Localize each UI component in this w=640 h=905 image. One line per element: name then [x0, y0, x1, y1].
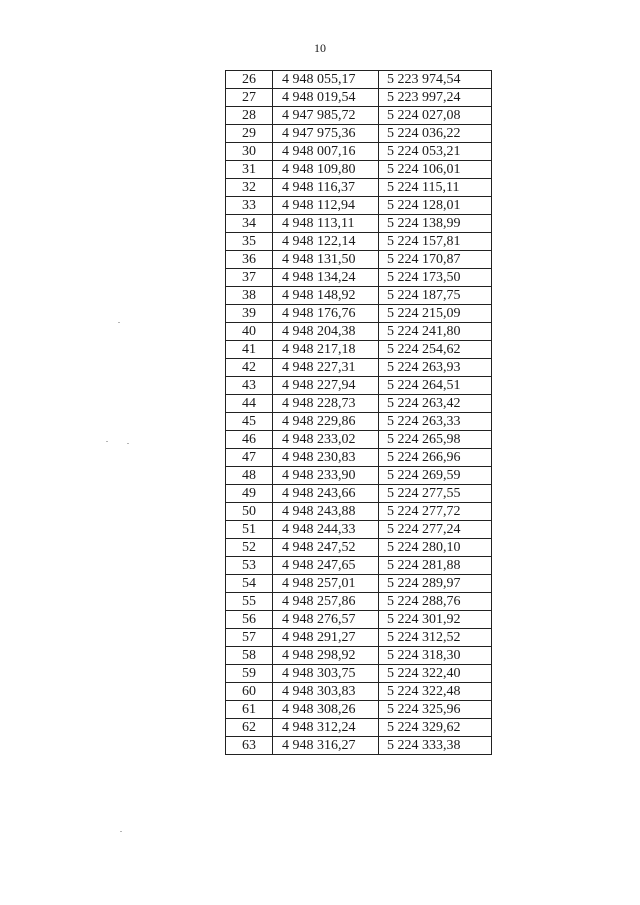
table-row — [226, 503, 492, 521]
table-row — [226, 125, 492, 143]
x-coordinate-cell: 4 948 316,27 — [273, 737, 379, 755]
y-coordinate-cell: 5 224 312,52 — [379, 629, 492, 647]
x-coordinate-cell: 4 948 244,33 — [273, 521, 379, 539]
x-coordinate-cell: 4 948 257,86 — [273, 593, 379, 611]
y-coordinate-cell: 5 224 322,40 — [379, 665, 492, 683]
point-number-cell: 31 — [226, 161, 273, 179]
y-coordinate-cell: 5 224 288,76 — [379, 593, 492, 611]
scan-speck — [127, 443, 129, 444]
point-number-cell: 41 — [226, 341, 273, 359]
point-number-cell: 46 — [226, 431, 273, 449]
y-coordinate-cell: 5 224 277,72 — [379, 503, 492, 521]
y-coordinate-cell: 5 224 241,80 — [379, 323, 492, 341]
point-number-cell: 40 — [226, 323, 273, 341]
table-row — [226, 233, 492, 251]
point-number-cell: 38 — [226, 287, 273, 305]
point-number-cell: 49 — [226, 485, 273, 503]
x-coordinate-cell: 4 948 276,57 — [273, 611, 379, 629]
point-number-cell: 61 — [226, 701, 273, 719]
x-coordinate-cell: 4 948 298,92 — [273, 647, 379, 665]
table-row — [226, 719, 492, 737]
table-row — [226, 305, 492, 323]
table-row — [226, 701, 492, 719]
table-row — [226, 521, 492, 539]
x-coordinate-cell: 4 948 243,88 — [273, 503, 379, 521]
x-coordinate-cell: 4 948 233,90 — [273, 467, 379, 485]
table-row — [226, 593, 492, 611]
point-number-cell: 44 — [226, 395, 273, 413]
x-coordinate-cell: 4 948 019,54 — [273, 89, 379, 107]
x-coordinate-cell: 4 948 217,18 — [273, 341, 379, 359]
table-row — [226, 341, 492, 359]
point-number-cell: 34 — [226, 215, 273, 233]
table-row — [226, 557, 492, 575]
x-coordinate-cell: 4 948 243,66 — [273, 485, 379, 503]
y-coordinate-cell: 5 224 053,21 — [379, 143, 492, 161]
point-number-cell: 63 — [226, 737, 273, 755]
table-row — [226, 251, 492, 269]
point-number-cell: 37 — [226, 269, 273, 287]
table-row — [226, 377, 492, 395]
y-coordinate-cell: 5 224 254,62 — [379, 341, 492, 359]
x-coordinate-cell: 4 948 113,11 — [273, 215, 379, 233]
coordinates-table-body — [226, 71, 492, 755]
y-coordinate-cell: 5 224 277,55 — [379, 485, 492, 503]
y-coordinate-cell: 5 224 128,01 — [379, 197, 492, 215]
point-number-cell: 43 — [226, 377, 273, 395]
point-number-cell: 42 — [226, 359, 273, 377]
point-number-cell: 54 — [226, 575, 273, 593]
x-coordinate-cell: 4 948 257,01 — [273, 575, 379, 593]
scan-speck — [120, 831, 122, 832]
point-number-cell: 29 — [226, 125, 273, 143]
x-coordinate-cell: 4 948 007,16 — [273, 143, 379, 161]
y-coordinate-cell: 5 224 264,51 — [379, 377, 492, 395]
table-row — [226, 611, 492, 629]
y-coordinate-cell: 5 224 333,38 — [379, 737, 492, 755]
point-number-cell: 60 — [226, 683, 273, 701]
table-row — [226, 683, 492, 701]
x-coordinate-cell: 4 948 204,38 — [273, 323, 379, 341]
table-row — [226, 179, 492, 197]
table-row — [226, 287, 492, 305]
x-coordinate-cell: 4 948 312,24 — [273, 719, 379, 737]
table-row — [226, 575, 492, 593]
x-coordinate-cell: 4 948 228,73 — [273, 395, 379, 413]
y-coordinate-cell: 5 224 170,87 — [379, 251, 492, 269]
table-row — [226, 269, 492, 287]
table-row — [226, 395, 492, 413]
x-coordinate-cell: 4 948 122,14 — [273, 233, 379, 251]
table-row — [226, 197, 492, 215]
table-row — [226, 323, 492, 341]
y-coordinate-cell: 5 224 265,98 — [379, 431, 492, 449]
point-number-cell: 51 — [226, 521, 273, 539]
x-coordinate-cell: 4 948 131,50 — [273, 251, 379, 269]
y-coordinate-cell: 5 224 138,99 — [379, 215, 492, 233]
x-coordinate-cell: 4 948 109,80 — [273, 161, 379, 179]
x-coordinate-cell: 4 948 229,86 — [273, 413, 379, 431]
y-coordinate-cell: 5 224 106,01 — [379, 161, 492, 179]
x-coordinate-cell: 4 948 134,24 — [273, 269, 379, 287]
table-row — [226, 467, 492, 485]
x-coordinate-cell: 4 948 303,83 — [273, 683, 379, 701]
table-row — [226, 647, 492, 665]
y-coordinate-cell: 5 224 027,08 — [379, 107, 492, 125]
table-row — [226, 107, 492, 125]
point-number-cell: 58 — [226, 647, 273, 665]
point-number-cell: 52 — [226, 539, 273, 557]
point-number-cell: 57 — [226, 629, 273, 647]
y-coordinate-cell: 5 224 318,30 — [379, 647, 492, 665]
table-row — [226, 215, 492, 233]
point-number-cell: 56 — [226, 611, 273, 629]
table-row — [226, 665, 492, 683]
y-coordinate-cell: 5 224 263,93 — [379, 359, 492, 377]
x-coordinate-cell: 4 948 112,94 — [273, 197, 379, 215]
coordinates-table — [225, 70, 492, 755]
y-coordinate-cell: 5 224 281,88 — [379, 557, 492, 575]
y-coordinate-cell: 5 224 325,96 — [379, 701, 492, 719]
table-row — [226, 143, 492, 161]
point-number-cell: 47 — [226, 449, 273, 467]
table-row — [226, 89, 492, 107]
point-number-cell: 48 — [226, 467, 273, 485]
y-coordinate-cell: 5 224 036,22 — [379, 125, 492, 143]
table-row — [226, 539, 492, 557]
y-coordinate-cell: 5 223 997,24 — [379, 89, 492, 107]
table-row — [226, 161, 492, 179]
y-coordinate-cell: 5 224 115,11 — [379, 179, 492, 197]
point-number-cell: 45 — [226, 413, 273, 431]
point-number-cell: 39 — [226, 305, 273, 323]
point-number-cell: 55 — [226, 593, 273, 611]
table-row — [226, 359, 492, 377]
table-row — [226, 449, 492, 467]
page-number: 10 — [314, 41, 326, 55]
x-coordinate-cell: 4 948 230,83 — [273, 449, 379, 467]
y-coordinate-cell: 5 224 269,59 — [379, 467, 492, 485]
y-coordinate-cell: 5 224 157,81 — [379, 233, 492, 251]
point-number-cell: 59 — [226, 665, 273, 683]
x-coordinate-cell: 4 948 308,26 — [273, 701, 379, 719]
y-coordinate-cell: 5 224 173,50 — [379, 269, 492, 287]
y-coordinate-cell: 5 224 280,10 — [379, 539, 492, 557]
y-coordinate-cell: 5 224 277,24 — [379, 521, 492, 539]
x-coordinate-cell: 4 948 055,17 — [273, 71, 379, 89]
x-coordinate-cell: 4 948 291,27 — [273, 629, 379, 647]
y-coordinate-cell: 5 224 187,75 — [379, 287, 492, 305]
x-coordinate-cell: 4 947 985,72 — [273, 107, 379, 125]
point-number-cell: 35 — [226, 233, 273, 251]
y-coordinate-cell: 5 224 329,62 — [379, 719, 492, 737]
y-coordinate-cell: 5 224 263,42 — [379, 395, 492, 413]
table-row — [226, 71, 492, 89]
x-coordinate-cell: 4 948 227,31 — [273, 359, 379, 377]
y-coordinate-cell: 5 224 215,09 — [379, 305, 492, 323]
y-coordinate-cell: 5 224 263,33 — [379, 413, 492, 431]
scan-speck — [106, 441, 108, 442]
y-coordinate-cell: 5 223 974,54 — [379, 71, 492, 89]
x-coordinate-cell: 4 948 116,37 — [273, 179, 379, 197]
table-row — [226, 413, 492, 431]
x-coordinate-cell: 4 948 233,02 — [273, 431, 379, 449]
point-number-cell: 36 — [226, 251, 273, 269]
x-coordinate-cell: 4 948 148,92 — [273, 287, 379, 305]
x-coordinate-cell: 4 948 303,75 — [273, 665, 379, 683]
x-coordinate-cell: 4 948 247,52 — [273, 539, 379, 557]
scan-speck — [118, 322, 120, 323]
table-row — [226, 485, 492, 503]
table-row — [226, 431, 492, 449]
x-coordinate-cell: 4 948 176,76 — [273, 305, 379, 323]
y-coordinate-cell: 5 224 301,92 — [379, 611, 492, 629]
point-number-cell: 32 — [226, 179, 273, 197]
point-number-cell: 62 — [226, 719, 273, 737]
x-coordinate-cell: 4 947 975,36 — [273, 125, 379, 143]
x-coordinate-cell: 4 948 247,65 — [273, 557, 379, 575]
y-coordinate-cell: 5 224 266,96 — [379, 449, 492, 467]
y-coordinate-cell: 5 224 289,97 — [379, 575, 492, 593]
table-row — [226, 629, 492, 647]
point-number-cell: 53 — [226, 557, 273, 575]
point-number-cell: 33 — [226, 197, 273, 215]
table-row — [226, 737, 492, 755]
point-number-cell: 30 — [226, 143, 273, 161]
point-number-cell: 28 — [226, 107, 273, 125]
y-coordinate-cell: 5 224 322,48 — [379, 683, 492, 701]
point-number-cell: 50 — [226, 503, 273, 521]
point-number-cell: 27 — [226, 89, 273, 107]
x-coordinate-cell: 4 948 227,94 — [273, 377, 379, 395]
point-number-cell: 26 — [226, 71, 273, 89]
